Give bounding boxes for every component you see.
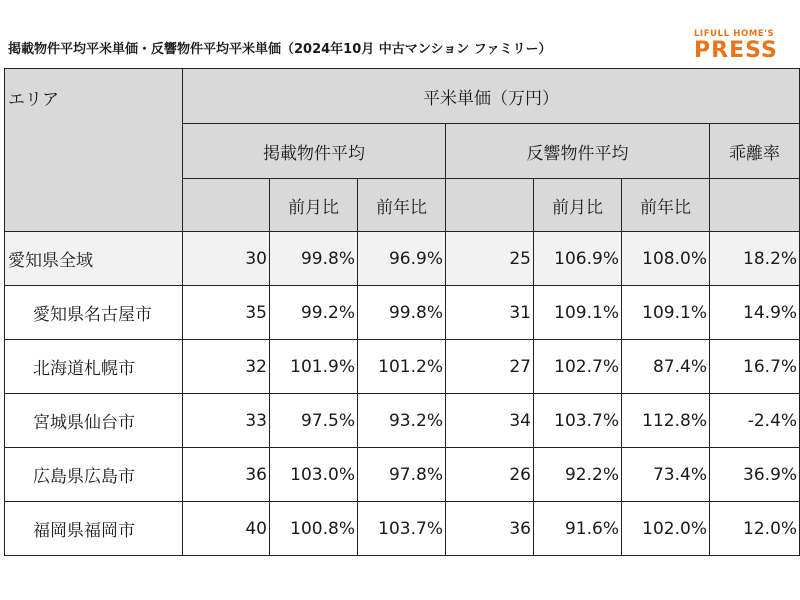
listing-price: 40 xyxy=(183,502,270,556)
header-divergence-blank xyxy=(710,179,800,232)
table-row xyxy=(5,286,800,340)
header-response-avg: 反響物件平均 xyxy=(446,124,710,179)
listing-yoy: 101.2% xyxy=(358,340,446,394)
area-name: 宮城県仙台市 xyxy=(5,394,183,448)
response-mom: 106.9% xyxy=(534,232,622,286)
listing-yoy: 103.7% xyxy=(358,502,446,556)
table-row xyxy=(5,394,800,448)
listing-mom: 100.8% xyxy=(270,502,358,556)
response-price: 25 xyxy=(446,232,534,286)
response-mom: 109.1% xyxy=(534,286,622,340)
area-name: 福岡県福岡市 xyxy=(5,502,183,556)
page-title: 掲載物件平均平米単価・反響物件平均平米単価（2024年10月 中古マンション ファミリー） xyxy=(8,42,552,57)
header-unit-price: 平米単価（万円） xyxy=(183,69,800,124)
listing-mom: 99.2% xyxy=(270,286,358,340)
brand-logo xyxy=(694,30,794,63)
listing-yoy: 96.9% xyxy=(358,232,446,286)
response-yoy: 112.8% xyxy=(622,394,710,448)
listing-yoy: 93.2% xyxy=(358,394,446,448)
header-response-mom: 前月比 xyxy=(534,179,622,232)
response-yoy: 73.4% xyxy=(622,448,710,502)
response-yoy: 108.0% xyxy=(622,232,710,286)
response-yoy: 102.0% xyxy=(622,502,710,556)
response-price: 31 xyxy=(446,286,534,340)
response-mom: 91.6% xyxy=(534,502,622,556)
listing-mom: 101.9% xyxy=(270,340,358,394)
listing-price: 32 xyxy=(183,340,270,394)
response-price: 34 xyxy=(446,394,534,448)
table-row xyxy=(5,502,800,556)
header-area: エリア xyxy=(5,69,183,232)
response-yoy: 109.1% xyxy=(622,286,710,340)
logo-main-text: PRESS xyxy=(694,38,778,63)
divergence: 36.9% xyxy=(710,448,800,502)
listing-yoy: 99.8% xyxy=(358,286,446,340)
response-mom: 103.7% xyxy=(534,394,622,448)
listing-price: 36 xyxy=(183,448,270,502)
listing-mom: 97.5% xyxy=(270,394,358,448)
divergence: 12.0% xyxy=(710,502,800,556)
response-price: 26 xyxy=(446,448,534,502)
header-listing-yoy: 前年比 xyxy=(358,179,446,232)
price-table xyxy=(4,68,800,556)
header-listing-avg: 掲載物件平均 xyxy=(183,124,446,179)
response-price: 36 xyxy=(446,502,534,556)
response-mom: 92.2% xyxy=(534,448,622,502)
divergence: 16.7% xyxy=(710,340,800,394)
area-name: 広島県広島市 xyxy=(5,448,183,502)
area-name: 北海道札幌市 xyxy=(5,340,183,394)
table-row xyxy=(5,232,800,286)
listing-mom: 99.8% xyxy=(270,232,358,286)
listing-price: 35 xyxy=(183,286,270,340)
response-price: 27 xyxy=(446,340,534,394)
header-listing-mom: 前月比 xyxy=(270,179,358,232)
header-response-yoy: 前年比 xyxy=(622,179,710,232)
logo-top-text: LIFULL HOME'S xyxy=(694,29,775,39)
table-row xyxy=(5,448,800,502)
listing-price: 33 xyxy=(183,394,270,448)
listing-yoy: 97.8% xyxy=(358,448,446,502)
header-divergence: 乖離率 xyxy=(710,124,800,179)
area-name: 愛知県全域 xyxy=(5,232,183,286)
divergence: 18.2% xyxy=(710,232,800,286)
area-name: 愛知県名古屋市 xyxy=(5,286,183,340)
divergence: -2.4% xyxy=(710,394,800,448)
response-yoy: 87.4% xyxy=(622,340,710,394)
table-row xyxy=(5,340,800,394)
header-listing-blank xyxy=(183,179,270,232)
divergence: 14.9% xyxy=(710,286,800,340)
listing-mom: 103.0% xyxy=(270,448,358,502)
listing-price: 30 xyxy=(183,232,270,286)
response-mom: 102.7% xyxy=(534,340,622,394)
header-response-blank xyxy=(446,179,534,232)
